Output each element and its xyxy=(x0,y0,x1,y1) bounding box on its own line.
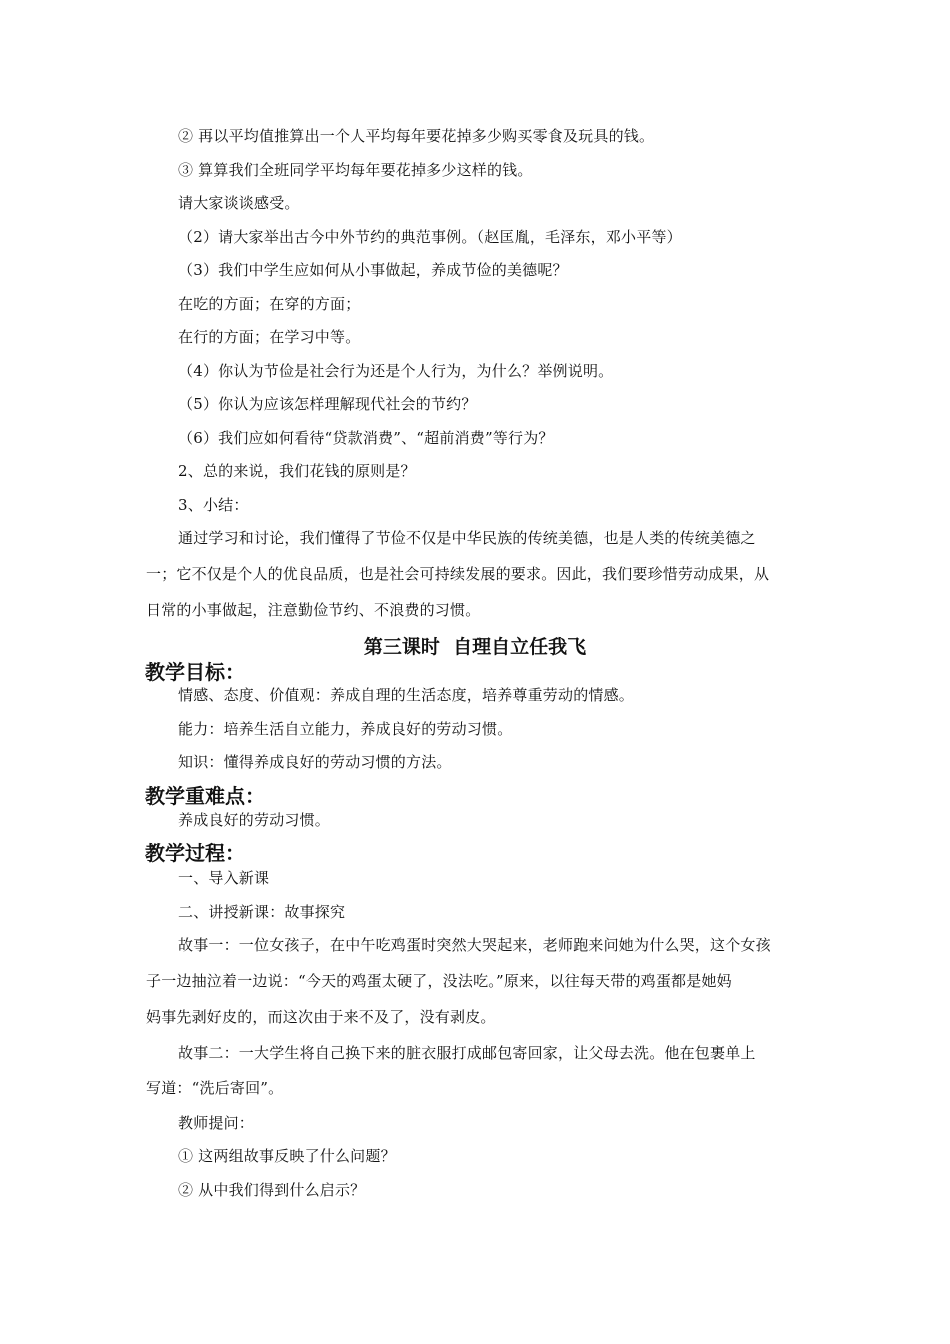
text-line: 在行的方面；在学习中等。 xyxy=(178,328,361,346)
text-line: 3、小结： xyxy=(178,496,249,514)
goal-line: 知识：懂得养成良好的劳动习惯的方法。 xyxy=(178,753,452,771)
text-line: （3）我们中学生应如何从小事做起，养成节俭的美德呢？ xyxy=(178,261,568,279)
process-line: 二、讲授新课：故事探究 xyxy=(178,903,346,921)
question-line: ② 从中我们得到什么启示？ xyxy=(178,1181,366,1199)
heading-goals: 教学目标： xyxy=(145,660,245,684)
story-one-line: 妈事先剥好皮的，而这次由于来不及了，没有剥皮。 xyxy=(146,1008,496,1026)
heading-key-points: 教学重难点： xyxy=(145,784,265,808)
goal-line: 能力：培养生活自立能力，养成良好的劳动习惯。 xyxy=(178,720,513,738)
summary-line: 一；它不仅是个人的优良品质，也是社会可持续发展的要求。因此，我们要珍惜劳动成果，从 xyxy=(146,565,770,583)
key-point-line: 养成良好的劳动习惯。 xyxy=(178,811,331,829)
text-line: （5）你认为应该怎样理解现代社会的节约？ xyxy=(178,395,477,413)
lesson-title: 第三课时 自理自立任我飞 xyxy=(363,636,587,658)
story-one-line: 故事一：一位女孩子，在中午吃鸡蛋时突然大哭起来，老师跑来问她为什么哭，这个女孩 xyxy=(178,936,771,954)
story-two-line: 故事二：一大学生将自己换下来的脏衣服打成邮包寄回家，让父母去洗。他在包裹单上 xyxy=(178,1044,756,1062)
story-one-line: 子一边抽泣着一边说：“今天的鸡蛋太硬了，没法吃。”原来，以往每天带的鸡蛋都是她妈 xyxy=(146,972,732,990)
text-line: 2、总的来说，我们花钱的原则是？ xyxy=(178,462,416,480)
text-line: （2）请大家举出古今中外节约的典范事例。（赵匡胤，毛泽东，邓小平等） xyxy=(178,228,682,246)
question-line: 教师提问： xyxy=(178,1114,255,1132)
process-line: 一、导入新课 xyxy=(178,869,270,887)
question-line: ① 这两组故事反映了什么问题？ xyxy=(178,1147,396,1165)
summary-line: 日常的小事做起，注意勤俭节约、不浪费的习惯。 xyxy=(146,601,481,619)
heading-process: 教学过程： xyxy=(145,841,245,865)
text-line: （6）我们应如何看待“贷款消费”、“超前消费”等行为？ xyxy=(178,429,554,447)
text-line: ③ 算算我们全班同学平均每年要花掉多少这样的钱。 xyxy=(178,161,533,179)
story-two-line: 写道：“洗后寄回”。 xyxy=(146,1079,284,1097)
text-line: ② 再以平均值推算出一个人平均每年要花掉多少购买零食及玩具的钱。 xyxy=(178,127,655,145)
summary-line: 通过学习和讨论，我们懂得了节俭不仅是中华民族的传统美德，也是人类的传统美德之 xyxy=(178,529,756,547)
goal-line: 情感、态度、价值观：养成自理的生活态度，培养尊重劳动的情感。 xyxy=(178,686,635,704)
text-line: （4）你认为节俭是社会行为还是个人行为，为什么？举例说明。 xyxy=(178,362,614,380)
text-line: 在吃的方面；在穿的方面； xyxy=(178,295,361,313)
text-line: 请大家谈谈感受。 xyxy=(178,194,300,212)
